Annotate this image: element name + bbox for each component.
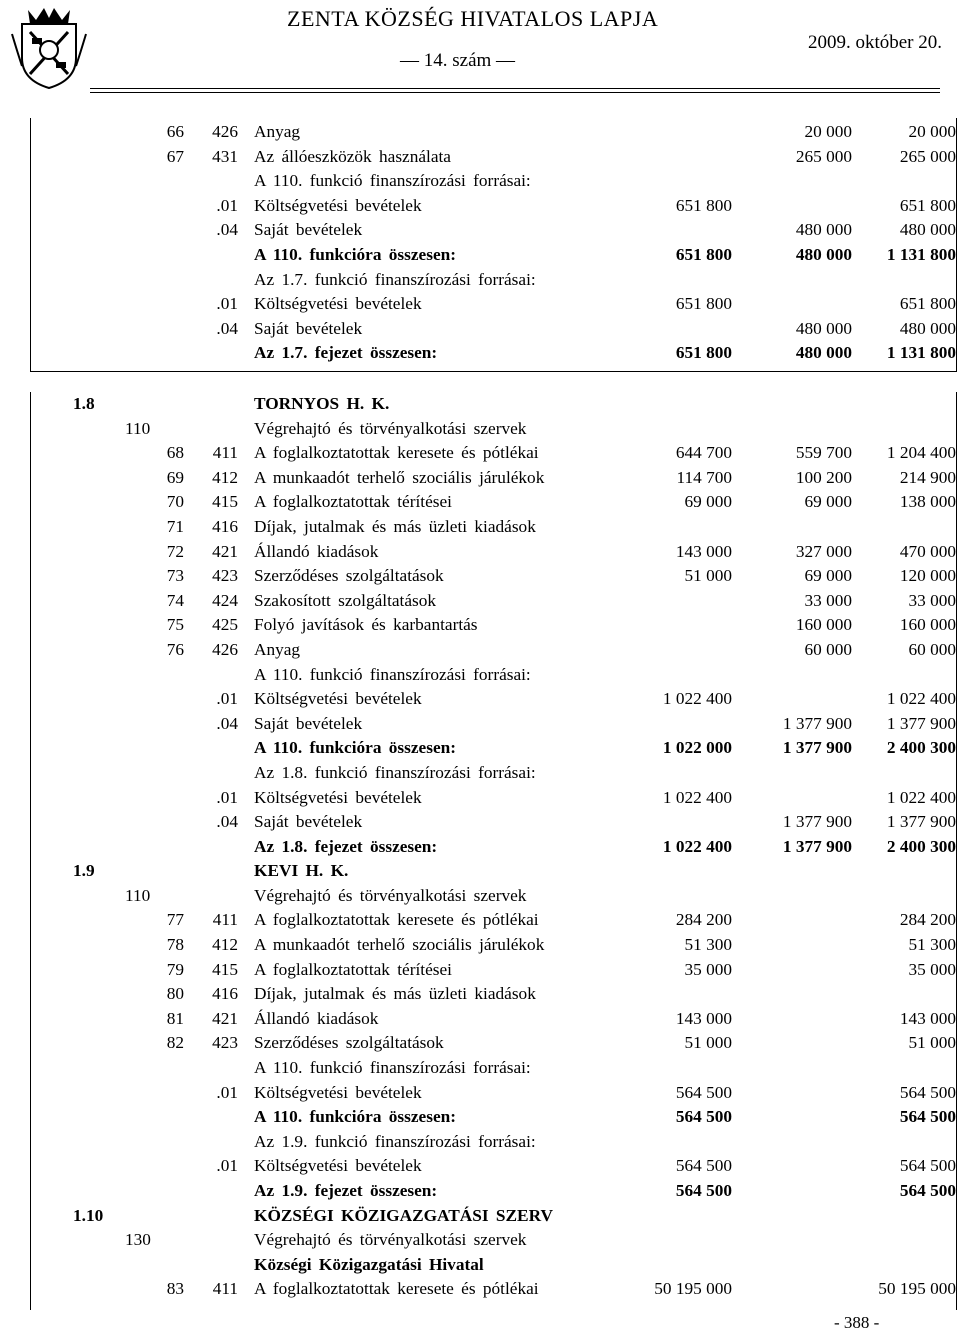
cell-v1: 51 000 [684, 1033, 732, 1053]
cell-num: 70 [166, 492, 184, 512]
table-border [30, 371, 957, 372]
cell-desc: Saját bevételek [254, 713, 363, 733]
cell-code: .01 [216, 1156, 238, 1176]
table-row [0, 564, 960, 589]
table-row [0, 982, 960, 1007]
cell-v3: 470 000 [899, 541, 956, 561]
cell-v3: 1 377 900 [886, 812, 956, 832]
page-number: - 388 - [834, 1313, 880, 1332]
cell-v1: 50 195 000 [654, 1279, 732, 1299]
table-row [0, 687, 960, 712]
cell-desc: Az 1.9. funkció finanszírozási forrásai: [254, 1131, 536, 1151]
cell-v3: 564 500 [899, 1156, 956, 1176]
cell-v3: 20 000 [908, 122, 956, 141]
cell-code: 415 [212, 959, 238, 979]
table-row [0, 712, 960, 737]
cell-v1: 651 800 [675, 294, 732, 314]
cell-v3: 564 500 [899, 1107, 956, 1127]
cell-v1: 564 500 [675, 1107, 732, 1127]
cell-v1: 1 022 400 [662, 689, 732, 709]
table-row [0, 392, 960, 417]
cell-desc: KÖZSÉGI KÖZIGAZGATÁSI SZERV [254, 1205, 553, 1225]
cell-desc: Díjak, jutalmak és más üzleti kiadások [254, 516, 536, 536]
coat-of-arms-icon [8, 4, 90, 90]
cell-num: 68 [166, 443, 184, 463]
cell-code: .01 [216, 294, 238, 314]
cell-v3: 480 000 [899, 220, 956, 240]
table-row [0, 243, 960, 268]
table-row [0, 268, 960, 293]
cell-v1: 651 800 [675, 195, 732, 215]
cell-code: 425 [212, 615, 238, 635]
cell-v1: 1 022 000 [662, 738, 732, 758]
cell-v3: 1 022 400 [886, 787, 956, 807]
cell-desc: A 110. funkció finanszírozási forrásai: [254, 171, 531, 191]
cell-v3: 160 000 [899, 615, 956, 635]
cell-v3: 50 195 000 [878, 1279, 956, 1299]
cell-code: 412 [212, 467, 238, 487]
cell-desc: Költségvetési bevételek [254, 787, 422, 807]
table-row [0, 859, 960, 884]
cell-num: 79 [166, 959, 184, 979]
cell-desc: Saját bevételek [254, 318, 363, 338]
cell-v2: 480 000 [795, 220, 852, 240]
table-row [0, 292, 960, 317]
table-row [0, 736, 960, 761]
cell-desc: A 110. funkció finanszírozási forrásai: [254, 664, 531, 684]
cell-code: 421 [212, 1008, 238, 1028]
cell-desc: Költségvetési bevételek [254, 195, 422, 215]
cell-v3: 564 500 [899, 1082, 956, 1102]
cell-v2: 480 000 [795, 343, 852, 363]
cell-code: .04 [216, 318, 238, 338]
cell-v3: 51 000 [908, 1033, 956, 1053]
issue-number: — 14. szám — [400, 50, 516, 71]
table-row [0, 194, 960, 219]
cell-desc: Költségvetési bevételek [254, 1156, 422, 1176]
cell-code: .01 [216, 1082, 238, 1102]
table-row [0, 1277, 960, 1302]
cell-func: 110 [125, 418, 151, 438]
cell-desc: Anyag [254, 122, 301, 141]
cell-v2: 559 700 [795, 443, 852, 463]
cell-num: 72 [166, 541, 184, 561]
cell-v3: 1 131 800 [886, 244, 956, 264]
budget-table [0, 392, 960, 1310]
cell-desc: Folyó javítások és karbantartás [254, 615, 478, 635]
cell-v3: 1 131 800 [886, 343, 956, 363]
cell-desc: KEVI H. K. [254, 861, 349, 881]
cell-v1: 51 300 [684, 935, 732, 955]
table-row [0, 540, 960, 565]
cell-v2: 480 000 [795, 244, 852, 264]
cell-v2: 100 200 [795, 467, 852, 487]
cell-desc: Anyag [254, 639, 301, 659]
table-row [0, 835, 960, 860]
cell-v3: 35 000 [908, 959, 956, 979]
cell-v3: 2 400 300 [886, 836, 956, 856]
cell-desc: A foglalkoztatottak keresete és pótlékai [254, 443, 539, 463]
table-row [0, 613, 960, 638]
cell-v3: 33 000 [908, 590, 956, 610]
table-row [0, 1031, 960, 1056]
budget-table-continued [0, 118, 960, 371]
issue-date: 2009. október 20. [807, 32, 942, 53]
cell-code: 411 [212, 1279, 238, 1299]
cell-code: 416 [212, 984, 238, 1004]
cell-v2: 33 000 [804, 590, 852, 610]
cell-code: 426 [212, 122, 238, 141]
cell-desc: TORNYOS H. K. [254, 394, 390, 413]
table-row [0, 761, 960, 786]
cell-v3: 143 000 [899, 1008, 956, 1028]
cell-desc: Végrehajtó és törvényalkotási szervek [254, 885, 527, 905]
table-row [0, 169, 960, 194]
cell-code: .04 [216, 812, 238, 832]
cell-desc: Szerződéses szolgáltatások [254, 566, 444, 586]
cell-v2: 1 377 900 [782, 836, 852, 856]
cell-desc: A 110. funkció finanszírozási forrásai: [254, 1058, 531, 1078]
table-row [0, 1253, 960, 1278]
cell-desc: A munkaadót terhelő szociális járulékok [254, 935, 545, 955]
cell-code: 423 [212, 566, 238, 586]
cell-v2: 20 000 [804, 122, 852, 141]
cell-code: .04 [216, 220, 238, 240]
cell-v3: 214 900 [899, 467, 956, 487]
cell-num: 71 [166, 516, 184, 536]
cell-sec: 1.10 [73, 1205, 104, 1225]
table-row [0, 1154, 960, 1179]
cell-desc: Szerződéses szolgáltatások [254, 1033, 444, 1053]
cell-code: 421 [212, 541, 238, 561]
cell-v1: 1 022 400 [662, 836, 732, 856]
table-row [0, 145, 960, 170]
cell-desc: Saját bevételek [254, 812, 363, 832]
journal-title: ZENTA KÖZSÉG HIVATALOS LAPJA [287, 6, 659, 31]
cell-v1: 114 700 [676, 467, 732, 487]
cell-code: 431 [212, 146, 238, 166]
table-row [0, 1228, 960, 1253]
cell-v3: 265 000 [899, 146, 956, 166]
table-row [0, 1007, 960, 1032]
table-row [0, 589, 960, 614]
table-row [0, 908, 960, 933]
table-row [0, 417, 960, 442]
cell-desc: Végrehajtó és törvényalkotási szervek [254, 1230, 527, 1250]
table-row [0, 317, 960, 342]
cell-v3: 51 300 [908, 935, 956, 955]
table-row [0, 958, 960, 983]
cell-num: 81 [166, 1008, 184, 1028]
cell-v3: 564 500 [899, 1181, 956, 1200]
cell-v1: 51 000 [684, 566, 732, 586]
cell-num: 77 [166, 910, 184, 930]
cell-v3: 2 400 300 [886, 738, 956, 758]
cell-desc: Az 1.9. fejezet összesen: [254, 1181, 438, 1200]
table-row [0, 810, 960, 835]
cell-v1: 1 022 400 [662, 787, 732, 807]
table-row [0, 341, 960, 366]
cell-v1: 651 800 [675, 244, 732, 264]
cell-code: 415 [212, 492, 238, 512]
cell-code: .01 [216, 787, 238, 807]
cell-code: 416 [212, 516, 238, 536]
cell-desc: Az állóeszközök használata [254, 146, 451, 166]
cell-num: 67 [166, 146, 184, 166]
cell-desc: Költségvetési bevételek [254, 1082, 422, 1102]
cell-desc: Költségvetési bevételek [254, 294, 422, 314]
cell-desc: A foglalkoztatottak keresete és pótlékai [254, 910, 539, 930]
cell-v3: 1 022 400 [886, 689, 956, 709]
cell-func: 110 [125, 885, 151, 905]
cell-v2: 327 000 [795, 541, 852, 561]
cell-desc: A foglalkoztatottak térítései [254, 492, 452, 512]
cell-v2: 265 000 [795, 146, 852, 166]
cell-desc: Saját bevételek [254, 220, 363, 240]
cell-v1: 35 000 [684, 959, 732, 979]
cell-desc: Állandó kiadások [254, 1008, 379, 1028]
table-row [0, 884, 960, 909]
cell-desc: A foglalkoztatottak keresete és pótlékai [254, 1279, 539, 1299]
cell-v3: 138 000 [899, 492, 956, 512]
header-divider [90, 88, 940, 89]
cell-num: 73 [166, 566, 184, 586]
cell-v2: 1 377 900 [782, 738, 852, 758]
cell-code: 411 [212, 443, 238, 463]
cell-v2: 480 000 [795, 318, 852, 338]
cell-v1: 284 200 [675, 910, 732, 930]
cell-v2: 60 000 [804, 639, 852, 659]
cell-num: 69 [166, 467, 184, 487]
cell-code: 426 [212, 639, 238, 659]
cell-v2: 69 000 [804, 566, 852, 586]
cell-desc: A munkaadót terhelő szociális járulékok [254, 467, 545, 487]
cell-sec: 1.8 [73, 394, 95, 413]
table-row [0, 466, 960, 491]
cell-desc: A 110. funkcióra összesen: [254, 738, 456, 758]
cell-v3: 120 000 [899, 566, 956, 586]
cell-desc: A 110. funkcióra összesen: [254, 1107, 456, 1127]
cell-num: 75 [166, 615, 184, 635]
cell-desc: Az 1.7. funkció finanszírozási forrásai: [254, 269, 536, 289]
cell-num: 76 [166, 639, 184, 659]
cell-v3: 651 800 [899, 294, 956, 314]
cell-v3: 284 200 [899, 910, 956, 930]
cell-code: 412 [212, 935, 238, 955]
cell-v1: 564 500 [675, 1181, 732, 1200]
table-row [0, 515, 960, 540]
cell-code: .01 [216, 195, 238, 215]
cell-desc: A 110. funkcióra összesen: [254, 244, 456, 264]
table-row [0, 663, 960, 688]
cell-v1: 143 000 [675, 1008, 732, 1028]
cell-num: 80 [166, 984, 184, 1004]
table-row [0, 1105, 960, 1130]
cell-num: 82 [166, 1033, 184, 1053]
cell-code: 411 [212, 910, 238, 930]
cell-desc: A foglalkoztatottak térítései [254, 959, 452, 979]
cell-v1: 564 500 [675, 1082, 732, 1102]
table-row [0, 1130, 960, 1155]
cell-v3: 651 800 [899, 195, 956, 215]
cell-v1: 651 800 [675, 343, 732, 363]
cell-num: 74 [166, 590, 184, 610]
cell-v2: 1 377 900 [782, 713, 852, 733]
cell-v1: 644 700 [675, 443, 732, 463]
table-row [0, 218, 960, 243]
cell-desc: Az 1.8. fejezet összesen: [254, 836, 438, 856]
table-row [0, 1179, 960, 1204]
cell-v3: 60 000 [908, 639, 956, 659]
cell-v2: 69 000 [804, 492, 852, 512]
cell-v3: 1 204 400 [886, 443, 956, 463]
table-row [0, 638, 960, 663]
cell-desc: Állandó kiadások [254, 541, 379, 561]
cell-code: 423 [212, 1033, 238, 1053]
cell-num: 66 [166, 122, 184, 141]
cell-desc: Díjak, jutalmak és más üzleti kiadások [254, 984, 536, 1004]
table-row [0, 933, 960, 958]
cell-desc: Végrehajtó és törvényalkotási szervek [254, 418, 527, 438]
header-divider [90, 92, 940, 93]
cell-v2: 1 377 900 [782, 812, 852, 832]
cell-desc: Szakosított szolgáltatások [254, 590, 437, 610]
cell-num: 78 [166, 935, 184, 955]
cell-func: 130 [125, 1230, 151, 1250]
cell-desc: Költségvetési bevételek [254, 689, 422, 709]
table-row [0, 1056, 960, 1081]
cell-v1: 69 000 [684, 492, 732, 512]
cell-v3: 480 000 [899, 318, 956, 338]
cell-v1: 143 000 [675, 541, 732, 561]
table-row [0, 120, 960, 145]
table-row [0, 1204, 960, 1229]
cell-num: 83 [166, 1279, 184, 1299]
table-row [0, 441, 960, 466]
table-row [0, 786, 960, 811]
table-row [0, 1081, 960, 1106]
cell-code: .04 [216, 713, 238, 733]
page-header [0, 0, 960, 96]
cell-desc: Az 1.7. fejezet összesen: [254, 343, 438, 363]
cell-v2: 160 000 [795, 615, 852, 635]
cell-v3: 1 377 900 [886, 713, 956, 733]
cell-v1: 564 500 [675, 1156, 732, 1176]
cell-code: .01 [216, 689, 238, 709]
cell-sec: 1.9 [73, 861, 95, 881]
cell-code: 424 [212, 590, 238, 610]
cell-desc: Községi Közigazgatási Hivatal [254, 1254, 484, 1274]
table-row [0, 490, 960, 515]
cell-desc: Az 1.8. funkció finanszírozási forrásai: [254, 762, 536, 782]
